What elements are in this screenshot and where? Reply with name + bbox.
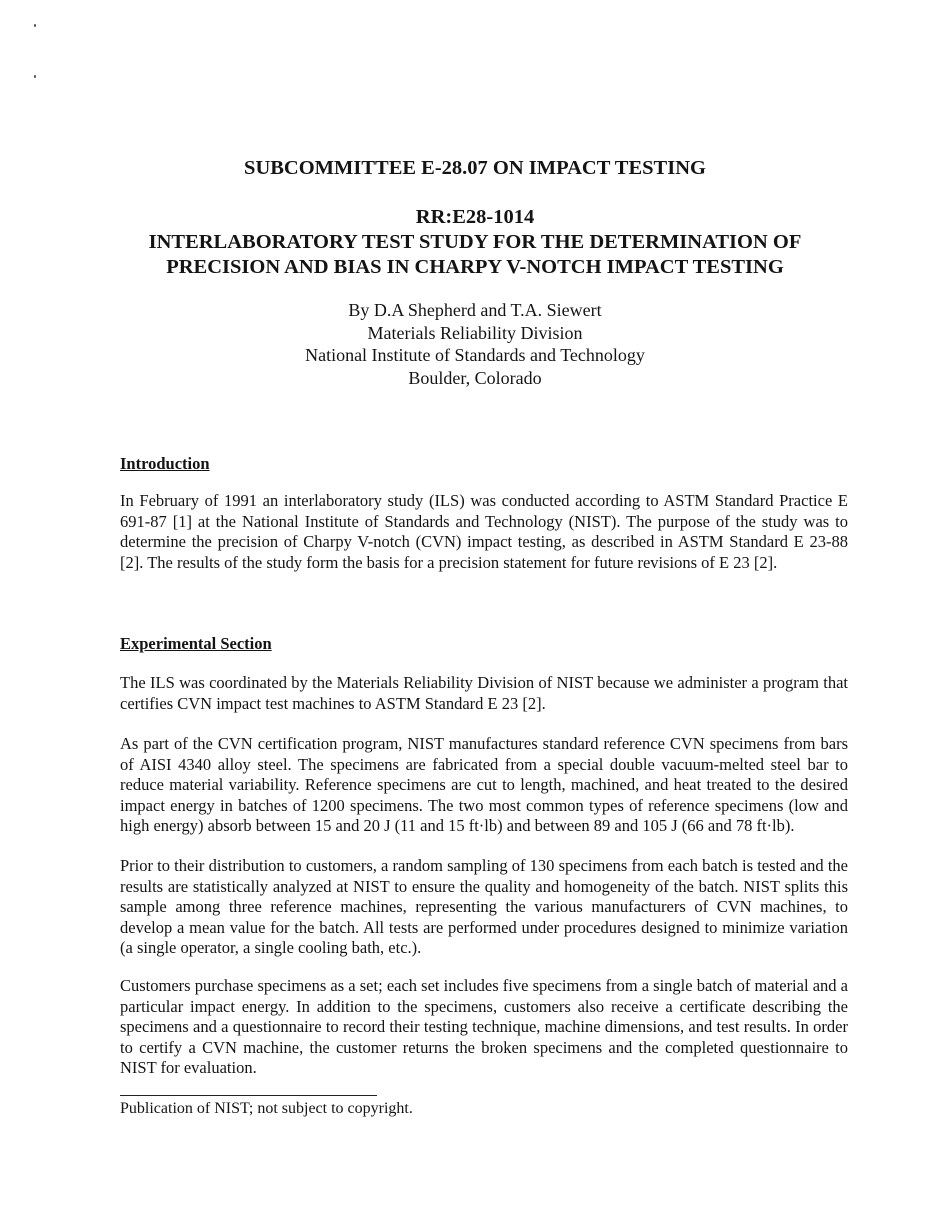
footnote-rule — [120, 1095, 377, 1096]
experimental-paragraph-4: Customers purchase specimens as a set; each set includes five specimens from a single batch of material and a particular impact energy. In addition to the specimens, customers also receive a certificate describing the specimens and a questionnaire to record their testing technique, machine dimensions, and test results. In order to certify a CVN machine, the customer returns the broken specimens and the completed questionnaire to NIST for evaluation. — [120, 976, 848, 1077]
experimental-heading: Experimental Section — [120, 634, 272, 653]
report-number: RR:E28-1014 — [415, 206, 535, 228]
footnote: Publication of NIST; not subject to copyright. — [120, 1100, 413, 1117]
experimental-paragraph-2: As part of the CVN certification program, NIST manufactures standard reference CVN specimens from bars of AISI 4340 alloy steel. The specimens are fabricated from a special double vacuum-melted steel bar to reduce material variability. Reference specimens are cut to length, machined, and heat treated to the desired impact energy in batches of 1200 specimens. The two most common types of reference specimens (low and high energy) absorb between 15 and 20 J (11 and 15 ft·lb) and between 89 and 105 J (66 and 78 ft·lb). — [120, 734, 848, 835]
scan-speck — [34, 75, 36, 78]
introduction-paragraph: In February of 1991 an interlaboratory study (ILS) was conducted according to ASTM Standard Practice E 691-87 [1] at the National Institute of Standards and Technology (NIST). The purpose of the study was to determine the precision of Charpy V-notch (CVN) impact testing, as described in ASTM Standard E 23-88 [2]. The results of the study form the basis for a precision statement for future revisions of E 23 [2]. — [120, 491, 848, 572]
introduction-heading: Introduction — [120, 454, 210, 473]
experimental-paragraph-1: The ILS was coordinated by the Materials Reliability Division of NIST because we administer a program that certifies CVN impact test machines to ASTM Standard E 23 [2]. — [120, 673, 848, 713]
author-block — [0, 299, 950, 389]
study-title-line-1: INTERLABORATORY TEST STUDY FOR THE DETERMINATION OF — [148, 231, 802, 253]
study-title-line-2: PRECISION AND BIAS IN CHARPY V-NOTCH IMPACT TESTING — [166, 256, 784, 278]
author-location: Boulder, Colorado — [408, 367, 542, 388]
scan-speck — [34, 24, 36, 27]
committee-title: SUBCOMMITTEE E-28.07 ON IMPACT TESTING — [244, 157, 706, 179]
author-division: Materials Reliability Division — [367, 322, 583, 343]
experimental-paragraph-3: Prior to their distribution to customers, a random sampling of 130 specimens from each batch is tested and the results are statistically analyzed at NIST to ensure the quality and homogeneity of the batch. NIST splits this sample among three reference machines, representing the various manufacturers of CVN machines, to develop a mean value for the batch. All tests are performed under procedures designed to minimize variation (a single operator, a single cooling bath, etc.). — [120, 856, 848, 957]
author-byline: By D.A Shepherd and T.A. Siewert — [348, 300, 602, 320]
author-institute: National Institute of Standards and Technology — [305, 345, 645, 365]
